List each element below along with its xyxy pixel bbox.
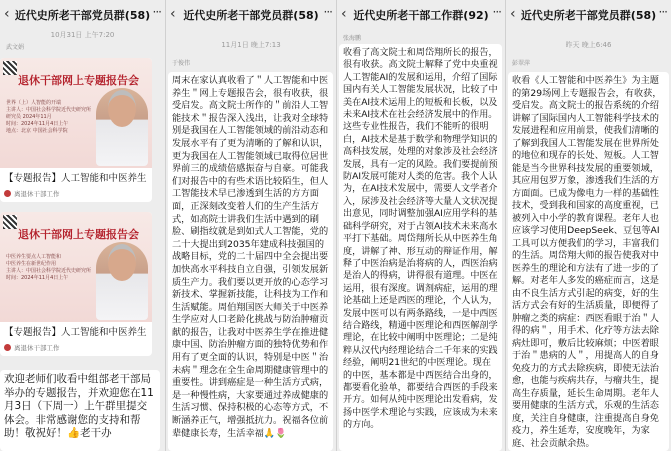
message-bubble[interactable] bbox=[168, 72, 333, 451]
message-bubble[interactable] bbox=[508, 72, 669, 451]
message-text: 周末在家认真收看了＂人工智能和中医养生＂网上专题报告会，很有收获，很受启发。高文院士所作的＂前沿人工智能技术＂报告深入浅出，让我对全球特别是我国在人工智能领域的前沿动态和发展水平有了更为清晰的了解和认识，更为我国在人工智能领域已取得位居世界前三的成绩倍感振奋与自豪。可能我们对报告中的有些术语比较陌生，但人工智能技术早已渗透到生活的方方面面，正深刻改变着人们的生产生活方式，如高院士讲我们生活中遇到的刷脸、刷指纹就是到如式人工智能，党的二十大提出到2035年建成科技强国的战略目标，党的二十届四中全会提出要加快高水平科技自立自强，引领发展新质生产力。我们要以更开放的心态学习新技术、掌握新技能，让科技为工作和生活赋能。周伯翔国医大师关于中医养生学应对人口老龄化挑战与防治肿瘤贡献的报告，让我对中医养生学在推进健康中国、防治肿瘤方面的独特优势和作用有了更全面的认识，特别是中医＂治未病＂理念在全生命周期健康管理中的重要性。讲到癌症是一种生活方式病，是一种慢性病，大家要通过养成健康的生活习惯、保持积极的心态等方式，不断涵养正气，增强抵抗力。祝福各位前辈健康长寿，生活幸福🙏🌷 bbox=[172, 75, 329, 439]
message-text: 欢迎老师们收看中组部老干部局举办的专题报告，并欢迎您在11月3日（下周一）上午群里提交体会。非常感谢您的支持和帮助！敬祝好！👍老干办 bbox=[4, 373, 154, 439]
chat-header bbox=[506, 0, 671, 30]
article-source: 离退休干部工作 bbox=[0, 341, 152, 356]
back-arrow-icon[interactable]: ‹ bbox=[4, 6, 10, 22]
chat-title: 近代史所老干部工作群(92) bbox=[353, 9, 489, 22]
article-thumbnail bbox=[0, 58, 152, 168]
more-icon[interactable]: ··· bbox=[152, 5, 161, 19]
poster-title: 退休干部网上专题报告会 bbox=[18, 228, 139, 241]
poster-lines: 中医养生要点人工智能和 中医养生在新世纪作用 主讲人：中国社会科学院近代史研究所 时间：2024年11月4日上午 bbox=[6, 254, 92, 281]
timestamp: 昨天 晚上6:46 bbox=[565, 41, 612, 49]
sender-name: 武文娟 bbox=[6, 44, 25, 51]
article-title: 【专题报告】人工智能和中医养生 bbox=[4, 327, 147, 338]
speaker-photo bbox=[96, 88, 148, 166]
source-logo-icon bbox=[4, 190, 11, 197]
more-icon[interactable]: ··· bbox=[323, 5, 332, 19]
back-arrow-icon[interactable]: ‹ bbox=[341, 6, 347, 22]
poster-lines: 世界（上）人智能的开端 主讲人：中国社会科学院近代史研究所 研究员 2024年11月 时间：2024年11月4日上午 地点：北京 中国社会科学院 bbox=[6, 100, 92, 134]
chat-title: 近代史所老干部党员群(58) bbox=[520, 9, 657, 22]
speaker-photo bbox=[96, 242, 148, 320]
message-text: 收看了高文院士和周岱翔所长的报告，很有收获。高文院士解释了党中央重视人工智能AI的发展和运用，介绍了国际国内有关人工智能发展状况，比较了中美在AI技术运用上的短板和长板，以及未来AI技术在社会经济发展中的作用。这些专业性报告，我们不能听的很明白，AI技术是基于数学和物理学知识的高科技发展，处理的对象涉及社会经济发展，具有一定的风险。我们要提前预防AI发展可能对人类的危害。我个人认为，在AI技术发展中，需要人文学者介入，尿涉及社会经济等大量人文状况提出意见，同时调整加强AI应用学科的基础科学研究，对于占领AI技术未来高水平打下基础。周岱翔所长从中医养生角度，讲解了神、形互动的辩证作用，解释了中医治病是治将病的人，西医治病是治人的得病，讲得很有道理。中医在运用，很有深度。调剂病症，运用的理论基础上还是西医的理论，个人认为，发展中医可以有两条路线，一是中西医结合路线，精通中医理论和西医解剖学理论，在比较中阐明中医理论；二是纯粹从汉代内经理论结合二千年来的实践经验，阐明21世纪的中医理论。现在的中医，基本都是中西医结合出身的，都要看化验单，都要结合西医的手段来开方。如何从纯中医理论出发看病，发扬中医学术理论与实践，应该成为未来的方向。 bbox=[343, 48, 498, 431]
chat-panel-1 bbox=[0, 0, 166, 451]
chat-header bbox=[0, 0, 165, 30]
article-card[interactable] bbox=[0, 212, 152, 356]
qr-code-icon bbox=[3, 61, 17, 75]
timestamp: 10月31日 上午7:20 bbox=[50, 31, 115, 39]
message-text: 收看《人工智能和中医养生》为主题的第29场网上专题报告会，有收获，受启发。高文院士的报告系统的介绍讲解了国际国内人工智能科学技术的发展进程和应用前景，使我们清晰的了解到我国人工智能发展在世界所处的地位和现存的长处、短板。人工智能是当今世界科技发展的重要领域，其应用包罗万象，渗透我们生活的方方面面。已成为像电力一样的基础性技术，受到我和国家的高度重视，已被列入中小学的教育课程。老年人也应该学习使用DeepSeek、豆包等AI工具可以方便我们的学习，丰富我们的生活。周岱翔大师的报告使我对中医养生的理论和方法有了进一步的了解。对老年人多发的癌症而言，这是由不良生活方式引起的病变，好的生活方式会有好的生活质量，即便得了肿瘤之类的病症：西医看眼于治＂人得的病＂，用手术、化疗等方法去除病灶即可，敷后比较麻烦；中医着眼于治＂患病的人＂，用提高人的自身免疫力的方式去除疾病，即使无法治愈，也能与疾病共存，与瘤共生，提高生存质量，延长生命周期。老年人要用健康的生活方式，乐观的生活态度，关注自身健康，注重提高自身免疫力，养生延寿，安度晚年，为家庭、社会贡献余热。 bbox=[512, 75, 662, 449]
poster-title: 退休干部网上专题报告会 bbox=[18, 74, 139, 87]
source-logo-icon bbox=[4, 344, 11, 351]
sender-name: 于俊伟 bbox=[172, 60, 191, 67]
article-title: 【专题报告】人工智能和中医养生 bbox=[4, 173, 147, 184]
back-arrow-icon[interactable]: ‹ bbox=[510, 6, 516, 22]
chat-header bbox=[166, 0, 336, 30]
chat-header bbox=[337, 0, 505, 30]
chat-title: 近代史所老干部党员群(58) bbox=[183, 9, 319, 22]
chat-panel-4 bbox=[506, 0, 671, 451]
back-arrow-icon[interactable]: ‹ bbox=[170, 6, 176, 22]
article-source: 离退休干部工作 bbox=[0, 187, 152, 202]
message-bubble[interactable] bbox=[339, 44, 502, 451]
chat-panel-2 bbox=[166, 0, 337, 451]
article-card[interactable] bbox=[0, 58, 152, 202]
article-thumbnail bbox=[0, 212, 152, 322]
more-icon[interactable]: ··· bbox=[658, 5, 667, 19]
chat-title: 近代史所老干部党员群(58) bbox=[14, 9, 151, 22]
timestamp: 11月1日 晚上7:13 bbox=[221, 41, 281, 49]
message-bubble[interactable] bbox=[0, 370, 160, 451]
more-icon[interactable]: ··· bbox=[492, 5, 501, 19]
sender-name: 张海鹏 bbox=[343, 35, 362, 42]
qr-code-icon bbox=[3, 215, 17, 229]
chat-panel-3 bbox=[337, 0, 506, 451]
sender-name: 彭翠萍 bbox=[512, 60, 531, 67]
